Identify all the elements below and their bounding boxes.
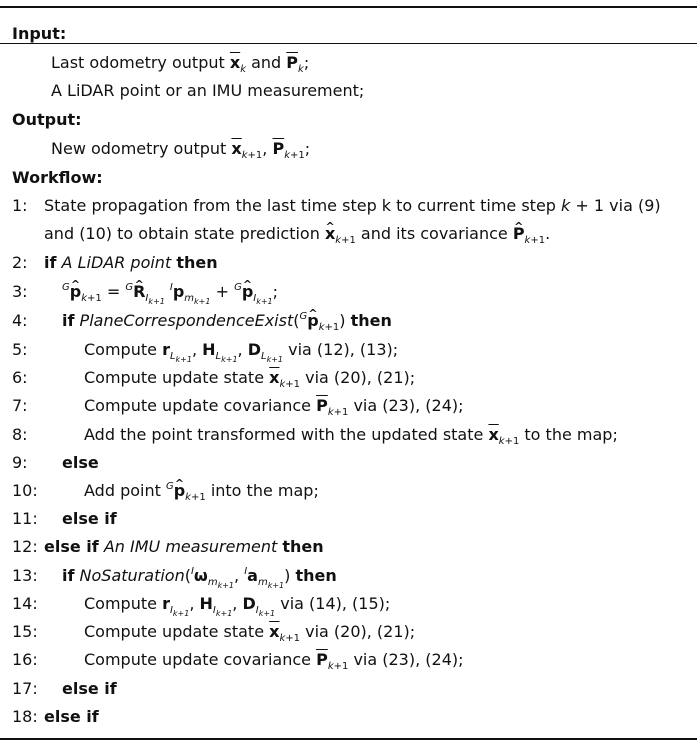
step-4: if PlaneCorrespondenceExist($^G$^ $p_{k+1}$) then [62, 311, 392, 331]
line-number: 7: [12, 396, 28, 415]
step-7: Compute update covariance $\overline{P}_{k+1}$ via (23), (24); [84, 396, 464, 418]
step-13: if $NoSaturation(^I\omega_{m_{k+1}}$, $^Ia_{m_{k+1}}$) then [62, 566, 337, 590]
line-number: 4: [12, 311, 28, 330]
step-1-line-a: State propagation from the last time step k to current time step k + 1 via (9) [44, 196, 661, 215]
step-18: else if [44, 707, 99, 726]
header-rule [0, 43, 697, 44]
step-14: Compute $r_{I_{k+1}}$, $H_{I_{k+1}}$, $D_{I_{k+1}}$ via (14), (15); [84, 594, 391, 618]
workflow-heading: Workflow: [12, 168, 103, 187]
line-number: 2: [12, 253, 28, 272]
input-line-2: A LiDAR point or an IMU measurement; [51, 81, 365, 100]
line-number: 10: [12, 481, 38, 500]
bottom-rule [0, 738, 697, 740]
input-heading: Input: [12, 24, 67, 43]
input-line-1: Last odometry output $\overline{x}_k$ and $\overline{P}_k$; [51, 53, 310, 75]
output-line-1: New odometry output $\overline{x}_{k+1}$, $\overline{P}_{k+1}$; [51, 139, 311, 161]
line-number: 17: [12, 679, 38, 698]
line-number: 1: [12, 196, 28, 215]
line-number: 12: [12, 537, 38, 556]
step-3-equation: $^G$^ $p_{k+1}$ = $^G$^ $R_{I_{k+1}}$ $^Ip_{m_{k+1}}$ + $^G$^ $p_{I_{k+1}}$; [62, 282, 278, 302]
line-number: 9: [12, 453, 28, 472]
step-5: Compute $r_{L_{k+1}}$, $H_{L_{k+1}}$, $D_{L_{k+1}}$ via (12), (13); [84, 340, 399, 364]
line-number: 15: [12, 622, 38, 641]
line-number: 14: [12, 594, 38, 613]
line-number: 6: [12, 368, 28, 387]
line-number: 18: [12, 707, 38, 726]
step-9: else [62, 453, 99, 472]
step-17: else if [62, 679, 117, 698]
step-10: Add point $^G$^ $p_{k+1}$ into the map; [84, 481, 319, 501]
step-15: Compute update state $\overline{x}_{k+1}$ via (20), (21); [84, 622, 416, 644]
step-16: Compute update covariance $\overline{P}_{k+1}$ via (23), (24); [84, 650, 464, 672]
step-2: if A LiDAR point then [44, 253, 218, 272]
step-1-line-b: and (10) to obtain state prediction ^ $x_{k+1}$ and its covariance ^ $P_{k+1}$. [44, 224, 550, 244]
step-12: else if An IMU measurement then [44, 537, 324, 556]
line-number: 8: [12, 425, 28, 444]
step-6: Compute update state $\overline{x}_{k+1}$ via (20), (21); [84, 368, 416, 390]
step-11: else if [62, 509, 117, 528]
step-8: Add the point transformed with the updated state $\overline{x}_{k+1}$ to the map; [84, 425, 618, 447]
line-number: 3: [12, 282, 28, 301]
top-rule [0, 6, 697, 8]
line-number: 5: [12, 340, 28, 359]
line-number: 16: [12, 650, 38, 669]
line-number: 11: [12, 509, 38, 528]
output-heading: Output: [12, 110, 82, 129]
line-number: 13: [12, 566, 38, 585]
